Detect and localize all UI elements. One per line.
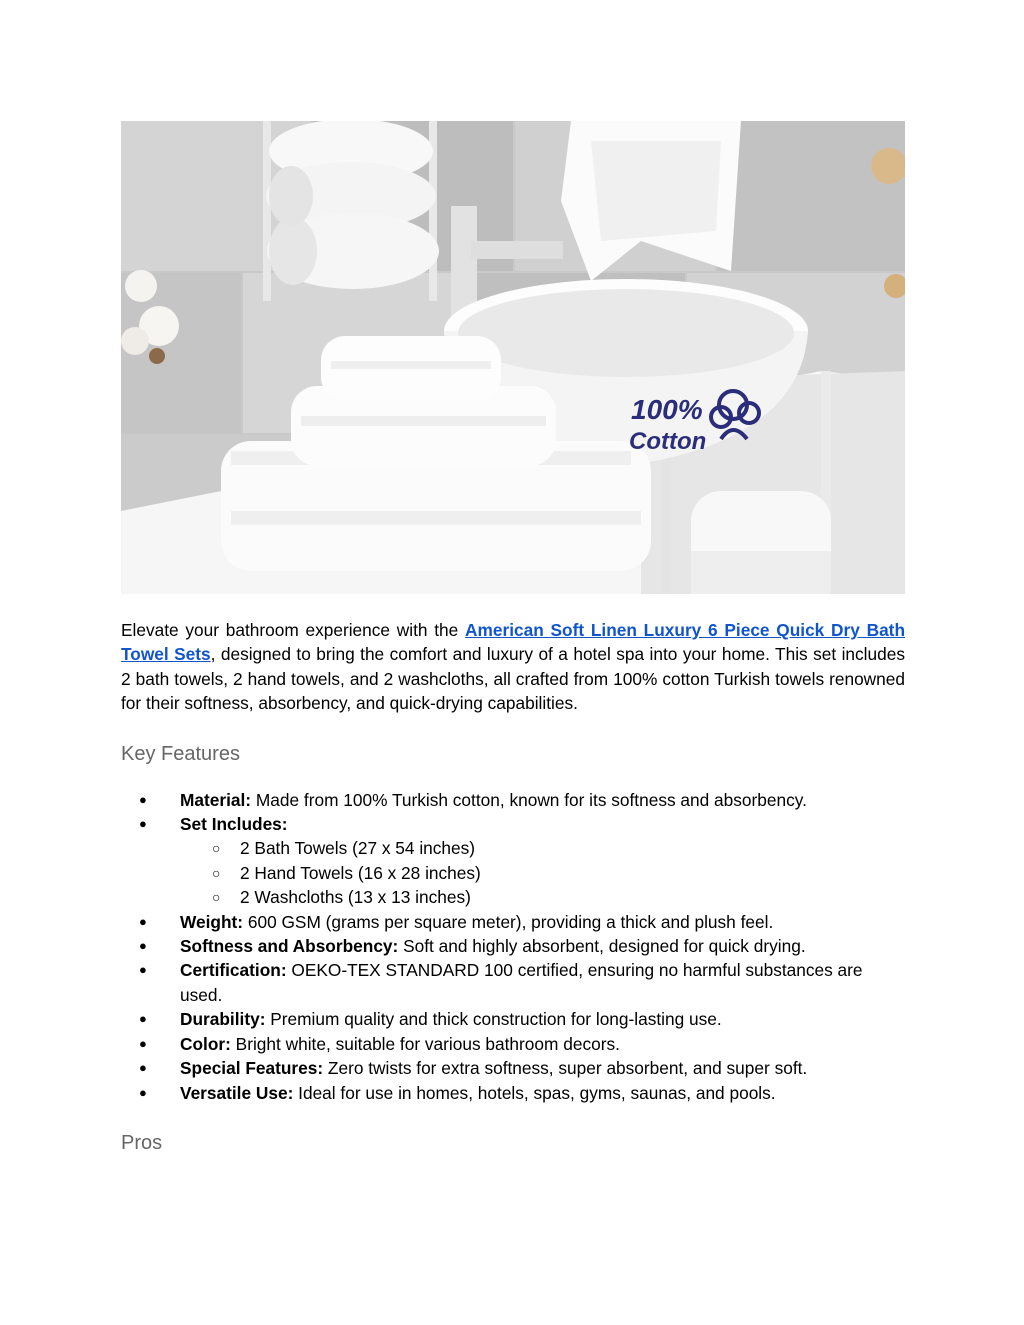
product-photo: [121, 121, 905, 594]
svg-text:Cotton: Cotton: [629, 428, 707, 455]
feature-label: Versatile Use:: [180, 1082, 294, 1103]
feature-label: Durability:: [180, 1009, 266, 1030]
feature-label: Material:: [180, 789, 252, 810]
bullet-icon: ●: [139, 1011, 147, 1027]
feature-text: 600 GSM (grams per square meter), providing a thick and plush feel.: [243, 911, 774, 932]
bullet-icon: ●: [139, 1060, 147, 1076]
sub-bullet-icon: ○: [212, 889, 221, 906]
sub-item-text: 2 Bath Towels (27 x 54 inches): [240, 838, 476, 859]
bullet-icon: ●: [139, 962, 147, 978]
intro-paragraph: [121, 618, 905, 716]
feature-text: Premium quality and thick construction for long-lasting use.: [265, 1009, 722, 1030]
svg-text:100%: 100%: [631, 394, 703, 425]
document-page: [121, 121, 905, 1155]
list-item: [121, 958, 905, 1007]
list-item: [121, 1081, 905, 1105]
list-item: [121, 788, 905, 812]
sub-item-text: 2 Hand Towels (16 x 28 inches): [240, 862, 481, 883]
list-item: [121, 910, 905, 934]
intro-text-end: , designed to bring the comfort and luxury of a hotel spa into your home. This set includes 2 bath towels, 2 hand towels, and 2 washcloths, all crafted from 100% cotton Turkish towels renowned for their softness, absorbency, and quick-drying capabilities.: [121, 644, 905, 714]
set-includes-list: [180, 836, 905, 909]
feature-label: Color:: [180, 1033, 231, 1054]
bullet-icon: ●: [139, 816, 147, 832]
product-link[interactable]: American Soft Linen Luxury 6 Piece Quick Dry Bath Towel Sets: [121, 620, 905, 665]
feature-text: Zero twists for extra softness, super absorbent, and super soft.: [323, 1058, 808, 1079]
key-features-list: [121, 788, 905, 1105]
feature-label: Softness and Absorbency:: [180, 936, 399, 957]
list-item: [121, 1007, 905, 1031]
feature-label: Set Includes:: [180, 814, 288, 835]
sub-list-item: [180, 861, 905, 885]
pros-heading: Pros: [121, 1131, 163, 1154]
sub-bullet-icon: ○: [212, 864, 221, 881]
feature-label: Certification:: [180, 960, 287, 981]
feature-text: OEKO-TEX STANDARD 100 certified, ensuring no harmful substances are used.: [180, 960, 863, 1005]
feature-label: Weight:: [180, 911, 244, 932]
sub-bullet-icon: ○: [212, 840, 221, 857]
list-item: [121, 1032, 905, 1056]
feature-text: Soft and highly absorbent, designed for quick drying.: [398, 936, 806, 957]
list-item: [121, 812, 905, 910]
bullet-icon: ●: [139, 791, 147, 807]
key-features-heading: Key Features: [121, 742, 240, 765]
intro-text-start: Elevate your bathroom experience with the: [121, 620, 466, 640]
feature-text: Ideal for use in homes, hotels, spas, gyms, saunas, and pools.: [293, 1082, 776, 1103]
list-item: [121, 1056, 905, 1080]
sub-list-item: [180, 885, 905, 909]
bullet-icon: ●: [139, 938, 147, 954]
list-item: [121, 934, 905, 958]
sub-item-text: 2 Washcloths (13 x 13 inches): [240, 887, 471, 908]
feature-text: Bright white, suitable for various bathroom decors.: [230, 1033, 620, 1054]
sub-list-item: [180, 836, 905, 860]
feature-label: Special Features:: [180, 1058, 324, 1079]
bullet-icon: ●: [139, 1035, 147, 1051]
feature-text: Made from 100% Turkish cotton, known for its softness and absorbency.: [251, 789, 807, 810]
bullet-icon: ●: [139, 913, 147, 929]
bullet-icon: ●: [139, 1084, 147, 1100]
